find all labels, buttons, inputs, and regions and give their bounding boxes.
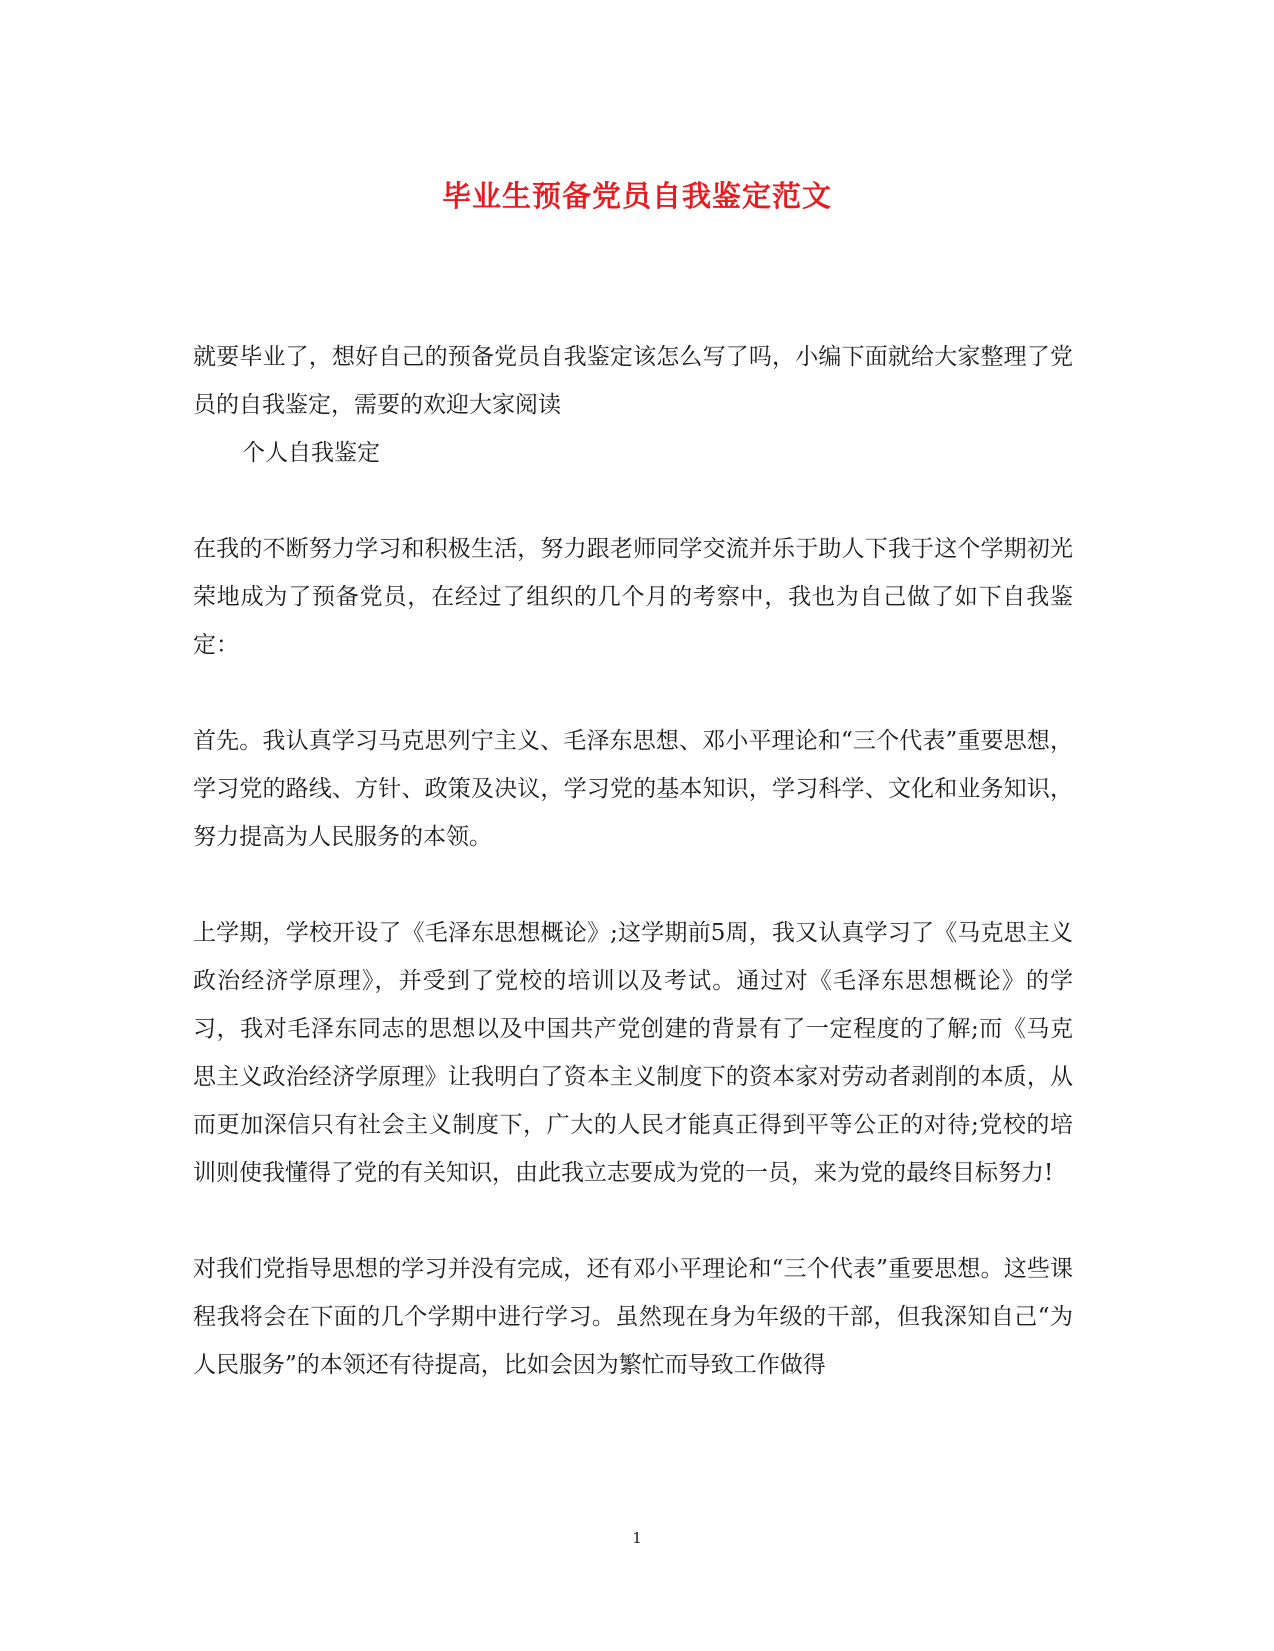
body-paragraph: 在我的不断努力学习和积极生活，努力跟老师同学交流并乐于助人下我于这个学期初光荣地成为了预备党员，在经过了组织的几个月的考察中，我也为自己做了如下自我鉴定： (193, 536, 1073, 658)
body-paragraph: 对我们党指导思想的学习并没有完成，还有邓小平理论和“三个代表”重要思想。这些课程我将会在下面的几个学期中进行学习。虽然现在身为年级的干部，但我深知自己“为人民服务”的本领还有待提高，比如会因为繁忙而导致工作做得 (193, 1256, 1073, 1378)
paragraph-gap (193, 1197, 1073, 1245)
page-number: 1 (632, 1529, 642, 1547)
paragraph-gap (193, 669, 1073, 717)
document-body (193, 333, 1073, 1389)
intro-paragraph: 就要毕业了，想好自己的预备党员自我鉴定该怎么写了吗，小编下面就给大家整理了党员的自我鉴定，需要的欢迎大家阅读 (193, 344, 1073, 418)
paragraph-gap (193, 861, 1073, 909)
body-paragraph: 上学期，学校开设了《毛泽东思想概论》;这学期前5周，我又认真学习了《马克思主义政治经济学原理》，并受到了党校的培训以及考试。通过对《毛泽东思想概论》的学习，我对毛泽东同志的思想以及中国共产党创建的背景有了一定程度的了解;而《马克思主义政治经济学原理》让我明白了资本主义制度下的资本家对劳动者剥削的本质，从而更加深信只有社会主义制度下，广大的人民才能真正得到平等公正的对待;党校的培训则使我懂得了党的有关知识，由此我立志要成为党的一员，来为党的最终目标努力! (193, 920, 1073, 1186)
document-title: 毕业生预备党员自我鉴定范文 (441, 179, 832, 213)
paragraph-gap (193, 477, 1073, 525)
body-paragraph: 首先。我认真学习马克思列宁主义、毛泽东思想、邓小平理论和“三个代表”重要思想，学习党的路线、方针、政策及决议，学习党的基本知识，学习科学、文化和业务知识，努力提高为人民服务的本领。 (193, 728, 1073, 850)
section-heading: 个人自我鉴定 (242, 440, 380, 466)
